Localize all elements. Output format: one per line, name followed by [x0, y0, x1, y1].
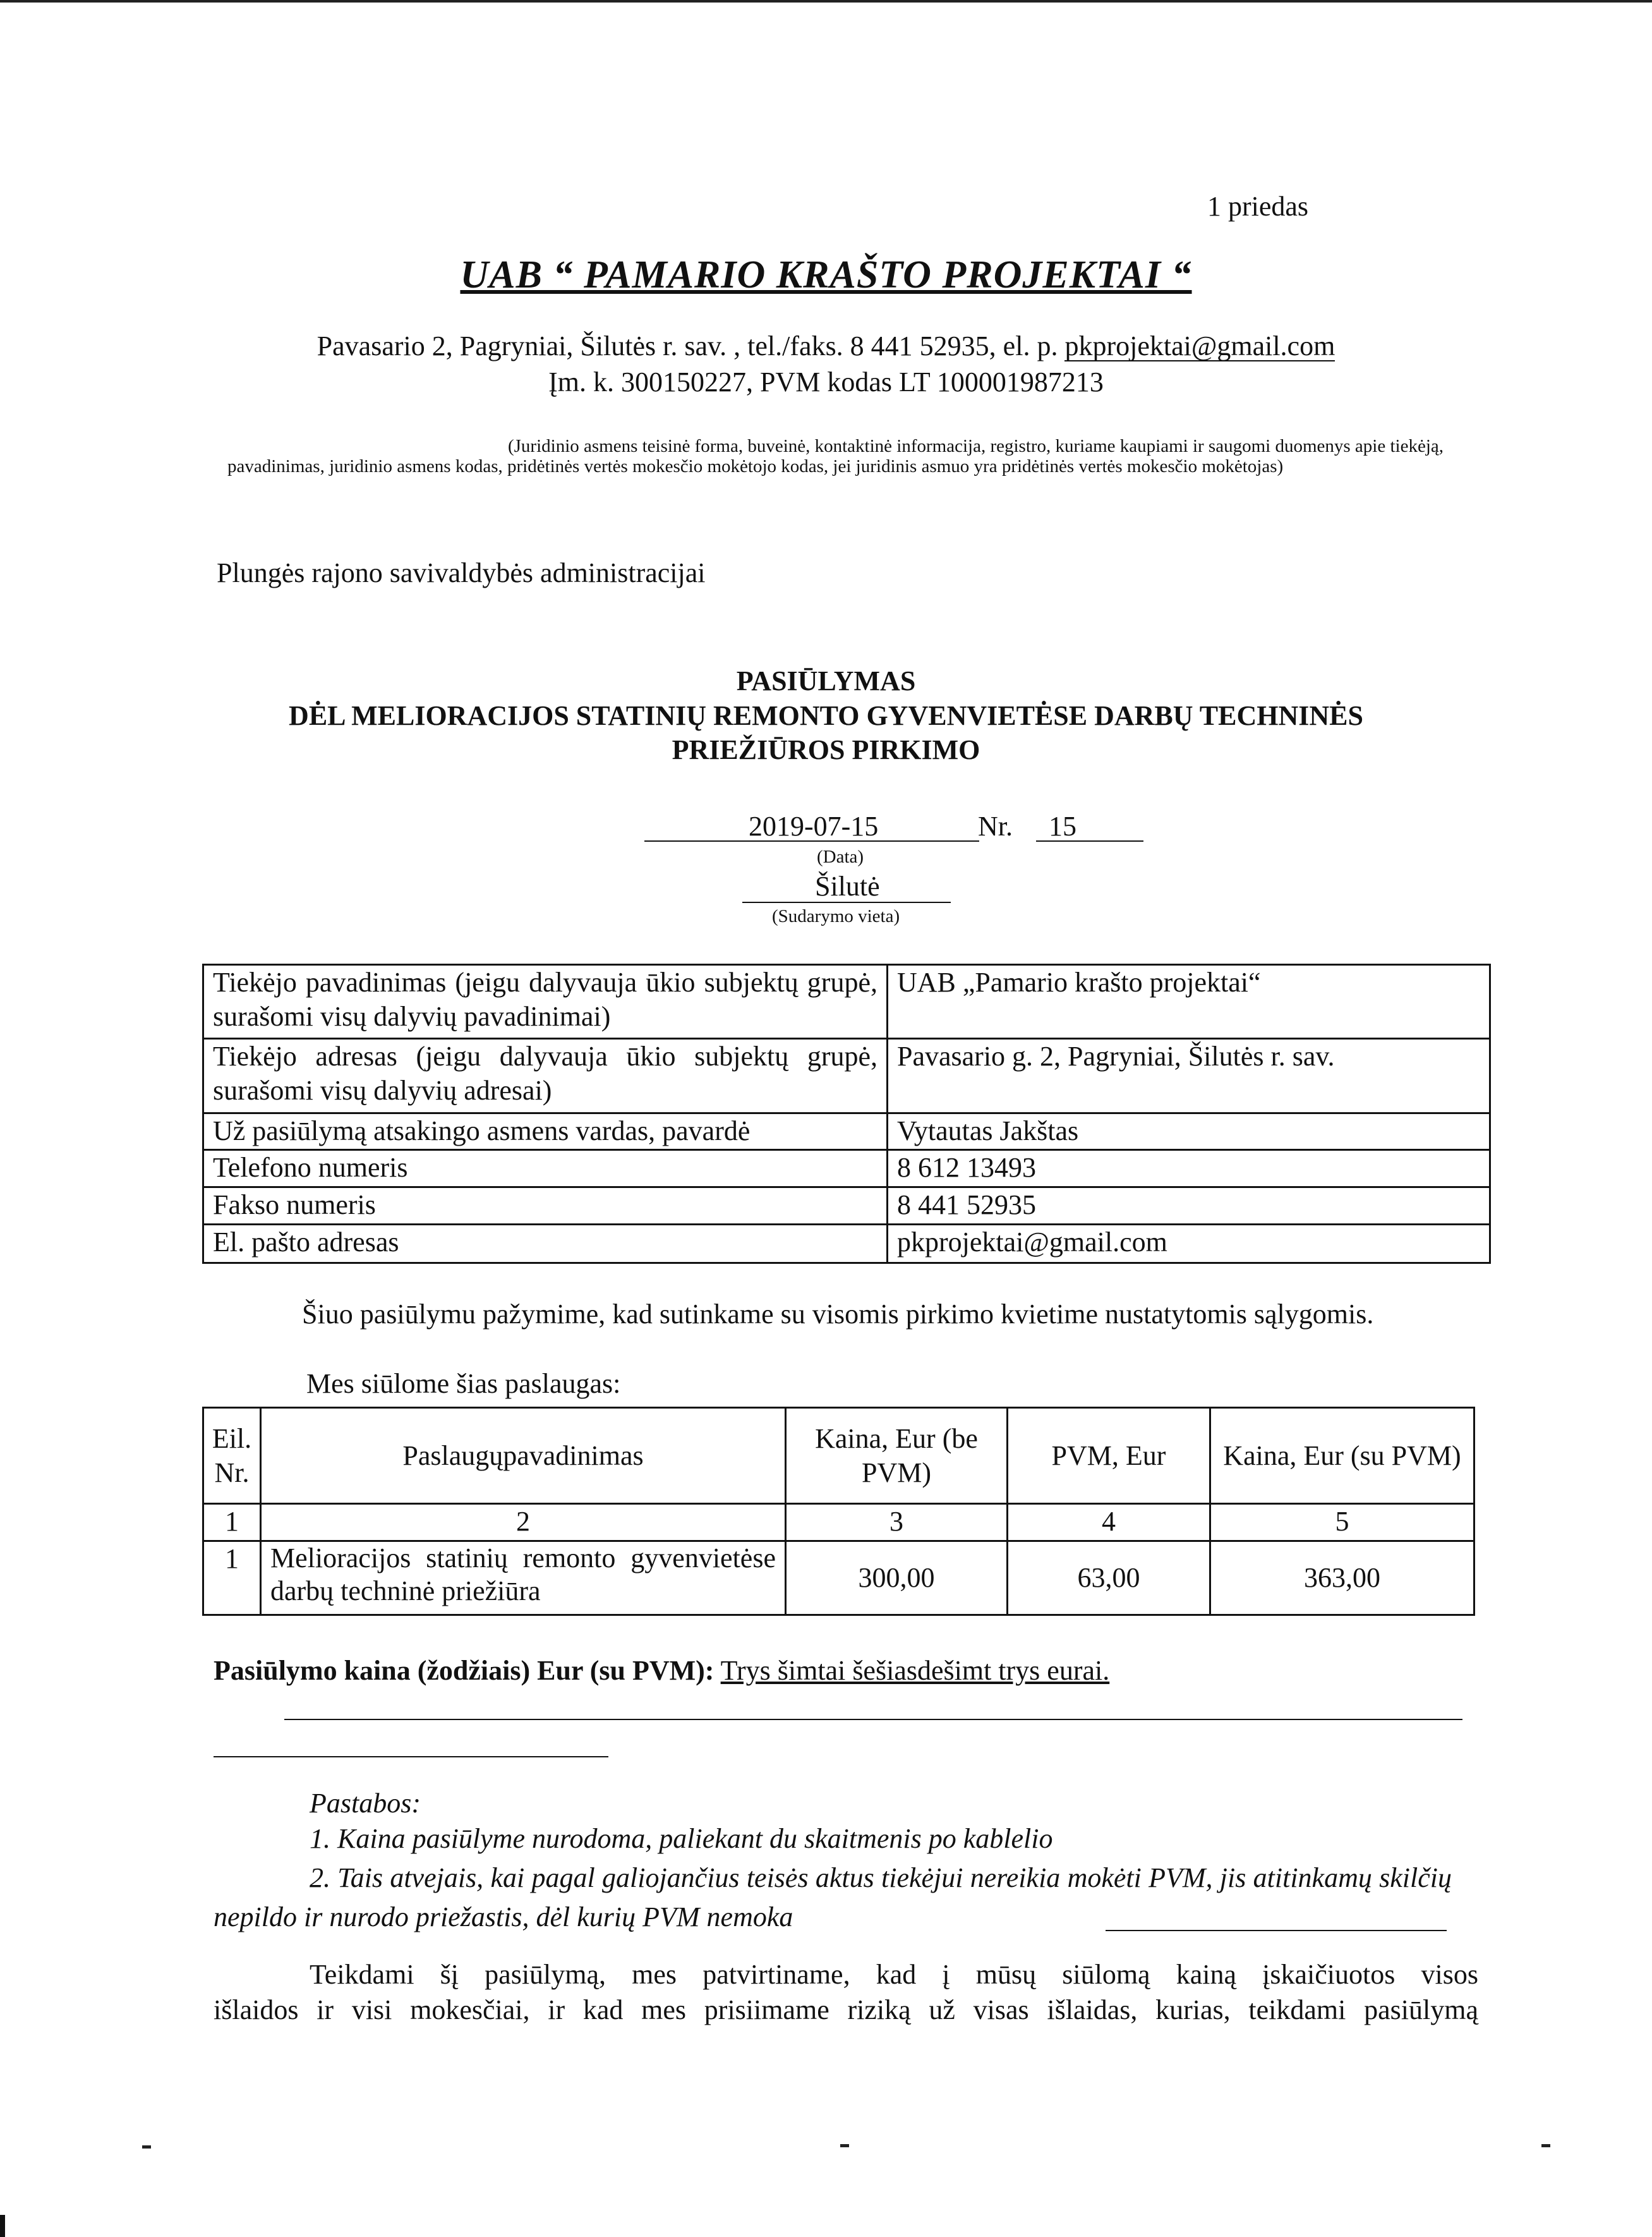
phone-value: 8 612 13493: [888, 1150, 1490, 1187]
supplier-name-label: Tiekėjo pavadinimas (jeigu dalyvauja ūkio subjektų grupė, surašomi visų dalyvių pavadinimai): [203, 965, 888, 1039]
notes-title: Pastabos:: [310, 1788, 421, 1819]
service-nr: 1: [203, 1541, 261, 1615]
price-words-label: Pasiūlymo kaina (žodžiais) Eur (su PVM):: [214, 1655, 714, 1686]
legal-note-line1: (Juridinio asmens teisinė forma, buveinė, kontaktinė informacija, registro, kuriame kaupiami ir saugomi duomenys apie tiekėją,: [507, 436, 1444, 456]
table-row: [203, 1039, 1490, 1113]
scan-mark: [142, 2145, 151, 2149]
col-number: 3: [786, 1504, 1008, 1541]
closing-line-2: išlaidos ir visi mokesčiai, ir kad mes prisiimame riziką už visas išlaidas, kurias, teikdami pasiūlymą: [214, 1994, 1478, 2025]
company-title: UAB “ PAMARIO KRAŠTO PROJEKTAI “: [460, 253, 1192, 296]
company-email-link[interactable]: pkprojektai@gmail.com: [1064, 330, 1335, 361]
annex-label: 1 priedas: [1207, 191, 1308, 222]
document-number: 15: [1049, 811, 1076, 842]
closing-line-1: Teikdami šį pasiūlymą, mes patvirtiname, kad į mūsų siūlomą kainą įskaičiuotos visos: [310, 1959, 1478, 1990]
fax-label: Fakso numeris: [203, 1187, 888, 1225]
scan-mark: [1541, 2144, 1550, 2147]
service-total: 363,00: [1210, 1541, 1474, 1615]
note-1: 1. Kaina pasiūlyme nurodoma, paliekant du skaitmenis po kablelio: [310, 1823, 1053, 1854]
offer-intro: Mes siūlome šias paslaugas:: [306, 1368, 621, 1399]
doc-title-3: PRIEŽIŪROS PIRKIMO: [672, 734, 980, 765]
contact-person-value: Vytautas Jakštas: [888, 1113, 1490, 1150]
header-service-name: Paslaugųpavadinimas: [261, 1408, 786, 1504]
header-price-no-vat: Kaina, Eur (be PVM): [786, 1408, 1008, 1504]
price-in-words: [214, 1653, 1478, 1688]
header-vat: PVM, Eur: [1008, 1408, 1210, 1504]
email-label: El. pašto adresas: [203, 1225, 888, 1263]
supplier-address-label: Tiekėjo adresas (jeigu dalyvauja ūkio subjektų grupė, surašomi visų dalyvių adresai): [203, 1039, 888, 1113]
table-row: [203, 1541, 1474, 1615]
services-table: [202, 1407, 1475, 1616]
service-name: Melioracijos statinių remonto gyvenvietėse darbų techninė priežiūra: [261, 1541, 786, 1615]
col-number: 2: [261, 1504, 786, 1541]
col-number: 4: [1008, 1504, 1210, 1541]
table-row: [203, 1187, 1490, 1225]
table-row: [203, 1225, 1490, 1263]
place-caption: (Sudarymo vieta): [772, 906, 900, 926]
phone-label: Telefono numeris: [203, 1150, 888, 1187]
email-value: pkprojektai@gmail.com: [888, 1225, 1490, 1263]
legal-note-line2: pavadinimas, juridinio asmens kodas, pridėtinės vertės mokesčio mokėtojo kodas, jei juridinis asmuo yra pridėtinės vertės mokesčio mokėtojas): [227, 456, 1284, 476]
price-words-underline: [284, 1719, 1462, 1720]
supplier-info-table: [202, 964, 1491, 1264]
note-2: 2. Tais atvejais, kai pagal galiojančius teisės aktus tiekėjui nereikia mokėti PVM, jis atitinkamų skilčių nepildo ir nurodo priežastis, dėl kurių PVM nemoka: [214, 1862, 1452, 1932]
note-2-underline: [1106, 1930, 1447, 1931]
fax-value: 8 441 52935: [888, 1187, 1490, 1225]
footnote-separator: [214, 1756, 608, 1757]
table-row: [203, 965, 1490, 1039]
scan-mark: [840, 2144, 849, 2147]
supplier-name-value: UAB „Pamario krašto projektai“: [888, 965, 1490, 1039]
table-header-row: [203, 1408, 1474, 1504]
place: Šilutė: [815, 871, 880, 902]
price-words-value: Trys šimtai šešiasdešimt trys eurai.: [720, 1655, 1110, 1686]
scan-mark: [0, 2215, 5, 2237]
company-address: [0, 329, 1652, 364]
nr-label: Nr.: [978, 811, 1013, 842]
document-date: 2019-07-15: [749, 811, 879, 842]
doc-title-1: PASIŪLYMAS: [736, 665, 916, 696]
header-price-with-vat: Kaina, Eur (su PVM): [1210, 1408, 1474, 1504]
service-vat: 63,00: [1008, 1541, 1210, 1615]
column-number-row: [203, 1504, 1474, 1541]
scan-edge-line: [0, 0, 1652, 3]
service-price: 300,00: [786, 1541, 1008, 1615]
date-caption: (Data): [817, 847, 864, 867]
company-codes: Įm. k. 300150227, PVM kodas LT 100001987213: [548, 367, 1104, 397]
agreement-paragraph: Šiuo pasiūlymu pažymime, kad sutinkame su visomis pirkimo kvietime nustatytomis sąlygomis.: [302, 1299, 1374, 1330]
address-text: Pavasario 2, Pagryniai, Šilutės r. sav. , tel./faks. 8 441 52935, el. p.: [317, 330, 1065, 361]
contact-person-label: Už pasiūlymą atsakingo asmens vardas, pavardė: [203, 1113, 888, 1150]
col-number: 1: [203, 1504, 261, 1541]
header-nr: Eil. Nr.: [203, 1408, 261, 1504]
table-row: [203, 1150, 1490, 1187]
table-row: [203, 1113, 1490, 1150]
recipient: Plungės rajono savivaldybės administracijai: [217, 557, 706, 588]
supplier-address-value: Pavasario g. 2, Pagryniai, Šilutės r. sav.: [888, 1039, 1490, 1113]
doc-title-2: DĖL MELIORACIJOS STATINIŲ REMONTO GYVENVIETĖSE DARBŲ TECHNINĖS: [289, 700, 1363, 731]
place-underline: [742, 902, 951, 903]
col-number: 5: [1210, 1504, 1474, 1541]
